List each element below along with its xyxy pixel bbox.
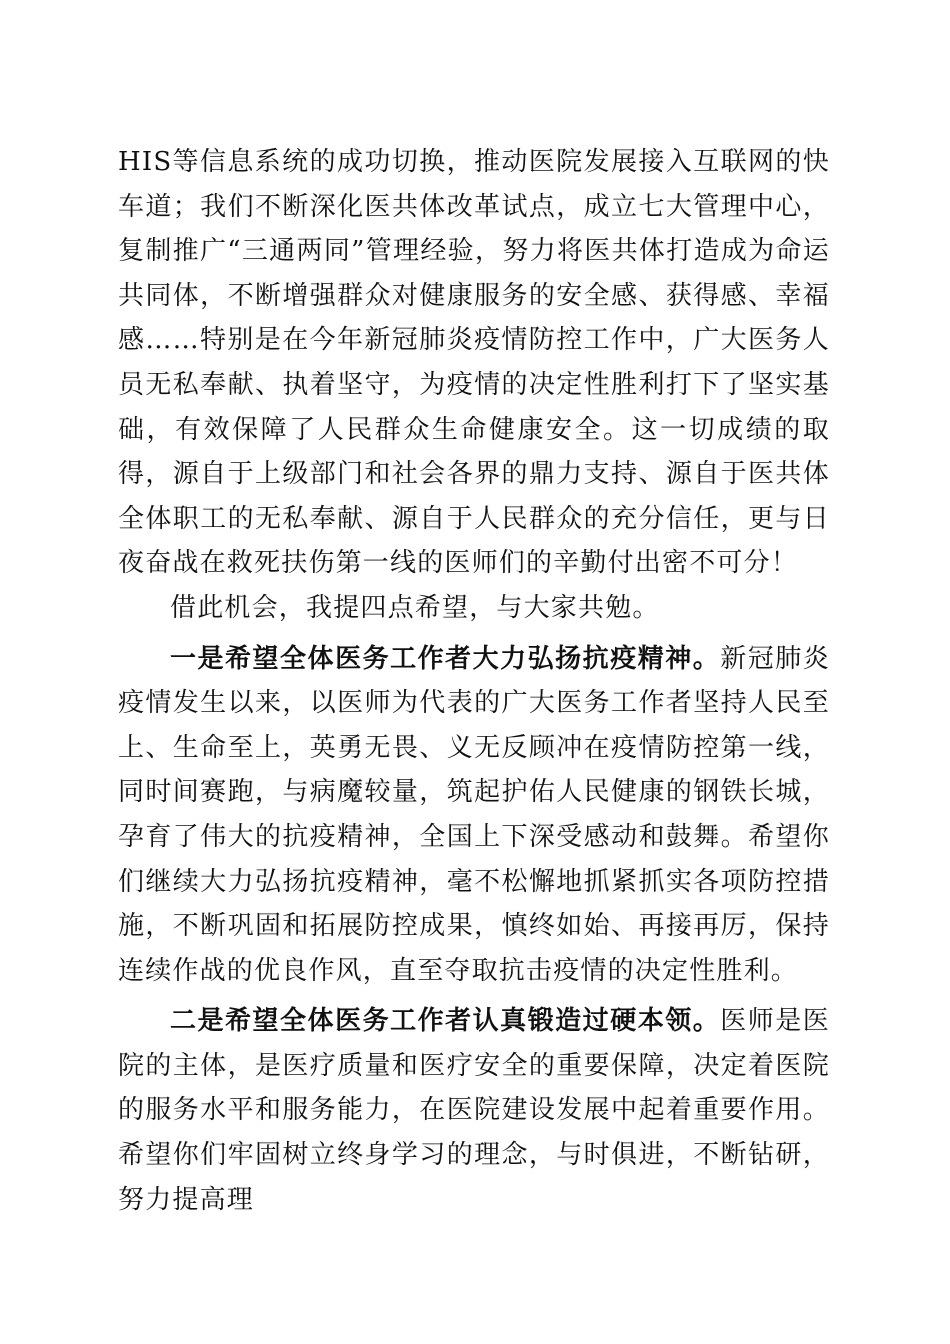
paragraph-intro-hopes-text: 借此机会，我提四点希望，与大家共勉。 bbox=[170, 592, 660, 623]
paragraph-hope-two bbox=[118, 999, 830, 1222]
paragraph-achievements bbox=[118, 140, 830, 586]
paragraph-intro-hopes bbox=[118, 586, 830, 631]
paragraph-hope-one-text: 新冠肺炎疫情发生以来，以医师为代表的广大医务工作者坚持人民至上、生命至上，英勇无畏、义无反顾冲在疫情防控第一线，同时间赛跑，与病魔较量，筑起护佑人民健康的钢铁长城，孕育了伟大的抗疫精神，全国上下深受感动和鼓舞。希望你们继续大力弘扬抗疫精神，毫不松懈地抓紧抓实各项防控措施，不断巩固和拓展防控成果，慎终如始、再接再厉，保持连续作战的优良作风，直至夺取抗击疫情的决定性胜利。 bbox=[118, 643, 830, 986]
paragraph-hope-two-text: 医师是医院的主体，是医疗质量和医疗安全的重要保障，决定着医院的服务水平和服务能力，在医院建设发展中起着重要作用。希望你们牢固树立终身学习的理念，与时俱进，不断钻研，努力提高理 bbox=[118, 1006, 830, 1215]
paragraph-hope-one bbox=[118, 637, 830, 994]
paragraph-hope-one-lead: 一是希望全体医务工作者大力弘扬抗疫精神。 bbox=[170, 643, 721, 674]
document-body bbox=[118, 140, 830, 1222]
paragraph-achievements-text: HIS等信息系统的成功切换，推动医院发展接入互联网的快车道；我们不断深化医共体改革试点，成立七大管理中心，复制推广“三通两同”管理经验，努力将医共体打造成为命运共同体，不断增强群众对健康服务的安全感、获得感、幸福感……特别是在今年新冠肺炎疫情防控工作中，广大医务人员无私奉献、执着坚守，为疫情的决定性胜利打下了坚实基础，有效保障了人民群众生命健康安全。这一切成绩的取得，源自于上级部门和社会各界的鼎力支持、源自于医共体全体职工的无私奉献、源自于人民群众的充分信任，更与日夜奋战在救死扶伤第一线的医师们的辛勤付出密不可分！ bbox=[118, 147, 830, 579]
paragraph-hope-two-lead: 二是希望全体医务工作者认真锻造过硬本领。 bbox=[170, 1006, 721, 1037]
